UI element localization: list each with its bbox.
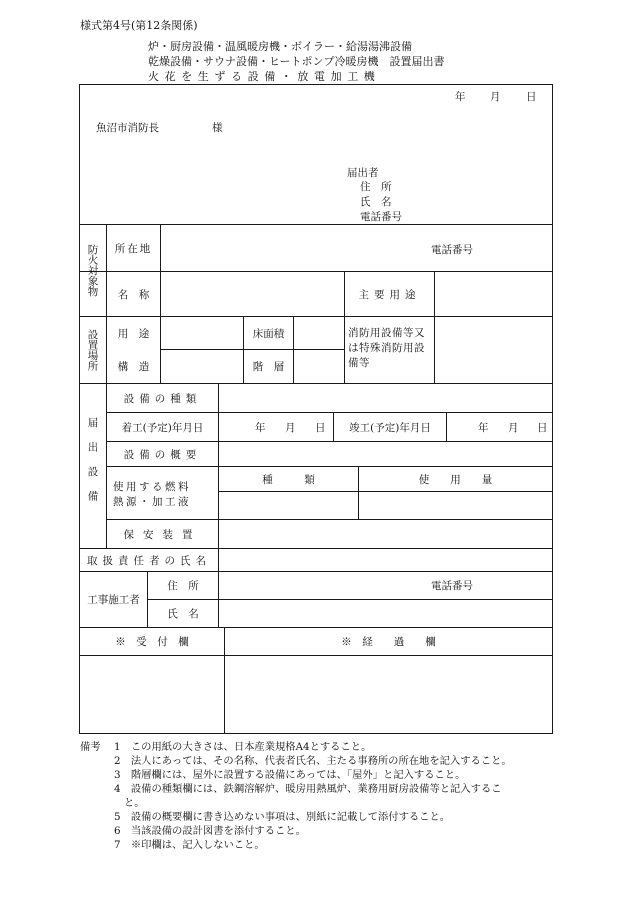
start-date-label: 着工(予定)年月日: [121, 421, 204, 434]
fire-equipment-label: 消防用設備等又は特殊消防用設備等: [348, 327, 425, 369]
addressee: 魚沼市消防長: [96, 122, 159, 134]
floor-level-label: 階 層: [252, 361, 285, 373]
note-item: 5 設備の概要欄に書き込めない事項は、別紙に記載して添付すること。: [114, 811, 451, 823]
contractor-phone-label: 電話番号: [431, 580, 473, 592]
structure-label: 構 造: [117, 361, 150, 373]
amount-header: 使 用 量: [418, 473, 493, 486]
fire-target-section-label: 防火対象物: [86, 244, 99, 297]
notifier-label: 届出者: [347, 167, 379, 179]
finish-date-label: 竣工(予定)年月日: [349, 421, 431, 434]
equipment-type-label: 設備の種類: [123, 392, 202, 405]
note-item: 2 法人にあっては、その名称、代表者氏名、主たる事務所の所在地を記入すること。: [114, 755, 512, 767]
finish-month: 月: [508, 422, 519, 434]
note-item: と。: [124, 797, 145, 809]
form-number: 様式第4号(第12条関係): [80, 19, 198, 32]
equipment-section-label: 届出設備: [86, 417, 99, 515]
contractor-name-label: 氏 名: [167, 608, 199, 620]
note-item: 6 当該設備の設計図書を添付すること。: [114, 825, 306, 837]
progress-column-label: ※ 経 過 欄: [341, 636, 436, 648]
floor-area-label: 床面積: [252, 327, 285, 340]
title-line-3: 火花を生ずる設備・放電加工機: [148, 70, 381, 83]
notifier-address-label: 住 所: [360, 181, 392, 193]
finish-day: 日: [537, 422, 548, 434]
contractor-section-label: 工事施工者: [87, 594, 140, 606]
location-label: 所在地: [114, 242, 153, 255]
equipment-overview-label: 設備の概要: [123, 448, 202, 461]
finish-year: 年: [478, 422, 489, 434]
kind-header: 種 類: [262, 473, 315, 486]
contractor-address-label: 住 所: [167, 580, 199, 592]
install-use-label: 用 途: [117, 327, 150, 340]
manager-name-label: 取扱責任者の氏名: [87, 554, 211, 567]
receipt-field[interactable]: [80, 656, 224, 733]
note-item: 4 設備の種類欄には、鉄鋼溶解炉、暖房用熱風炉、業務用厨房設備等と記入するこ: [114, 783, 502, 795]
date-month: 月: [490, 91, 501, 103]
main-use-label: 主要用途: [358, 288, 421, 301]
start-year: 年: [255, 422, 266, 434]
title-line-1: 炉・厨房設備・温風暖房機・ボイラー・給湯湯沸設備: [148, 40, 412, 53]
fuel-label-2: 熱源・加工液: [113, 496, 191, 508]
date-day: 日: [526, 91, 537, 103]
start-month: 月: [285, 422, 296, 434]
start-day: 日: [315, 422, 326, 434]
note-item: 1 この用紙の大きさは、日本産業規格A4とすること。: [114, 741, 372, 753]
note-item: 7 ※印欄は、記入しないこと。: [114, 839, 265, 851]
date-year: 年: [455, 91, 466, 103]
receipt-column-label: ※ 受 付 欄: [115, 636, 189, 648]
safety-device-label: 保安装置: [123, 528, 202, 541]
install-place-section-label: 設置場所: [86, 329, 99, 371]
title-line-2: 乾燥設備・サウナ設備・ヒートポンプ冷暖房機 設置届出書: [148, 55, 445, 68]
target-name-label: 名 称: [117, 288, 150, 301]
progress-field[interactable]: [225, 656, 552, 733]
notes-heading: 備考: [80, 741, 101, 753]
addressee-honorific: 様: [212, 122, 223, 134]
notifier-phone-label: 電話番号: [360, 211, 402, 223]
location-phone-label: 電話番号: [431, 244, 473, 256]
notifier-name-label: 氏 名: [360, 196, 392, 208]
note-item: 3 階層欄には、屋外に設置する設備にあっては、「屋外」と記入すること。: [114, 769, 466, 781]
fuel-label-1: 使用する燃料: [113, 481, 191, 493]
